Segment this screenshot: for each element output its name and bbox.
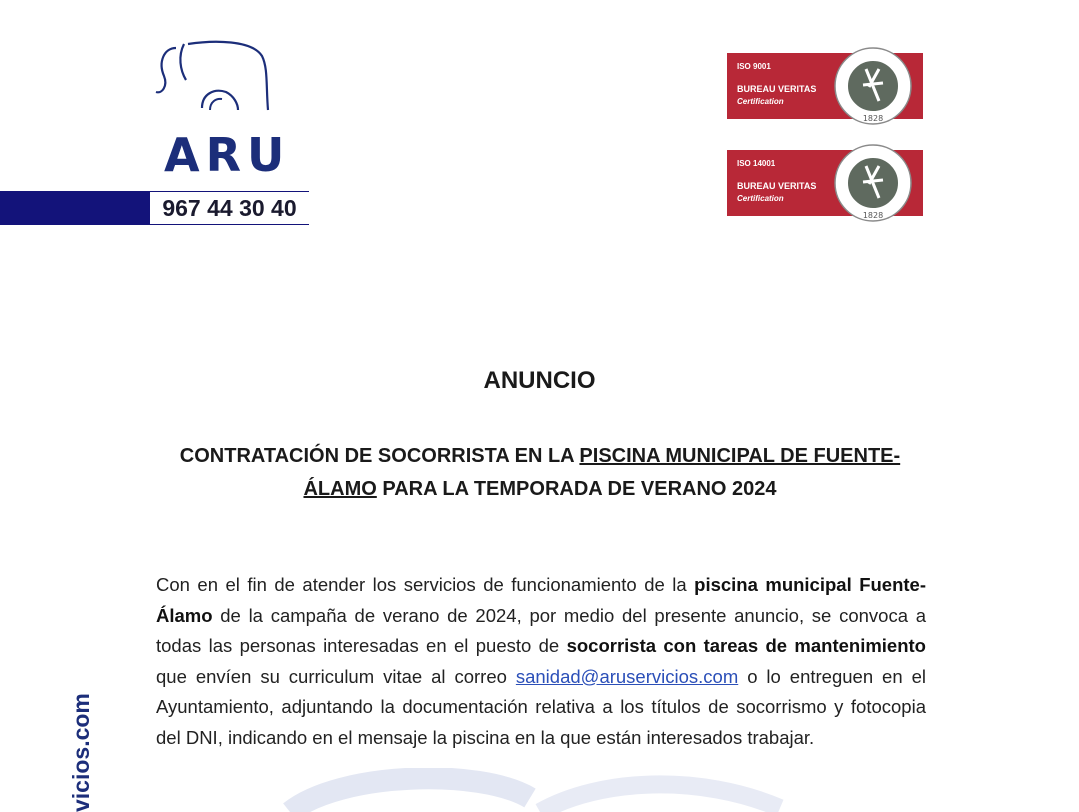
cert-sub: Certification: [737, 194, 784, 203]
aru-logo: [150, 36, 291, 182]
phone-number: 967 44 30 40: [162, 194, 297, 221]
announcement-body: Con en el fin de atender los servicios de funcionamiento de la piscina municipal Fuente-Álamo de la campaña de verano de 2024, por medio del presente anuncio, se convoca a todas las personas interesadas en el puesto de socorrista con tareas de mantenimiento que envíen su curriculum vitae al correo sanidad@aruservicios.com o lo entreguen en el Ayuntamiento, adjuntando la documentación relativa a los títulos de socorrismo y fotocopia del DNI, indicando en el mensaje la piscina en la que están interesados trabajar.: [156, 574, 926, 748]
bureau-veritas-seal-icon: [833, 142, 913, 224]
cert-sub: Certification: [737, 97, 784, 106]
page-title: ANUNCIO: [483, 367, 596, 394]
cert-name: BUREAU VERITAS: [737, 84, 817, 94]
elephant-icon: [154, 36, 274, 126]
iso-9001-badge: [727, 53, 923, 123]
bureau-veritas-seal-icon: [833, 45, 913, 127]
watermark-logo: [280, 768, 800, 812]
svg-text:1828: 1828: [862, 114, 884, 123]
phone-box: [150, 192, 309, 224]
announcement-subtitle: CONTRATACIÓN DE SOCORRISTA EN LA PISCINA MUNICIPAL DE FUENTE- ÁLAMO PARA LA TEMPORADA DE VERANO 2024: [179, 445, 901, 500]
email-link[interactable]: sanidad@aruservicios.com: [515, 665, 739, 687]
logo-text: ARU: [164, 128, 291, 182]
side-website-url: vicios.com: [68, 693, 94, 812]
svg-text:1828: 1828: [862, 211, 884, 220]
cert-iso-label: ISO 14001: [737, 159, 776, 168]
cert-name: BUREAU VERITAS: [737, 181, 817, 191]
iso-14001-badge: [727, 150, 923, 220]
cert-iso-label: ISO 9001: [737, 62, 771, 71]
